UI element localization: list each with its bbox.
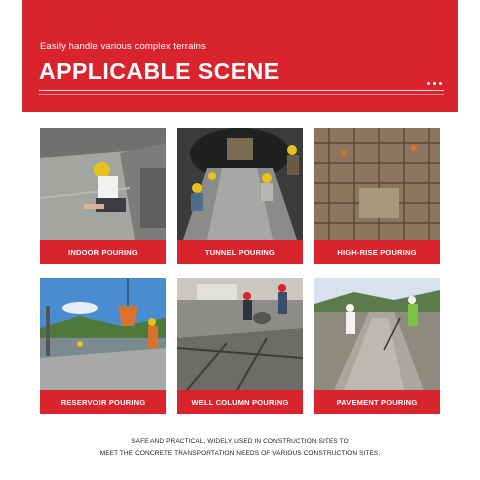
header-title: APPLICABLE SCENE [39,58,280,84]
reservoir-pouring-photo [40,278,166,390]
scene-card-well-column [177,278,303,414]
scene-card-tunnel [177,128,303,264]
header-banner [22,0,458,112]
tunnel-pouring-photo [177,128,303,240]
scene-card-reservoir [40,278,166,414]
footer-caption [0,436,480,460]
dots-decoration-icon [427,82,442,85]
high-rise-pouring-photo [314,128,440,240]
footer-line-1: SAFE AND PRACTICAL, WIDELY USED IN CONSTRUCTION SITES TO [131,438,349,445]
scene-card-indoor [40,128,166,264]
pavement-pouring-photo [314,278,440,390]
scene-card-high-rise [314,128,440,264]
scene-label: RESERVOIR POURING [40,390,166,414]
scene-label: WELL COLUMN POURING [177,390,303,414]
indoor-pouring-photo [40,128,166,240]
scene-label: PAVEMENT POURING [314,390,440,414]
footer-line-2: MEET THE CONCRETE TRANSPORTATION NEEDS OF VARIOUS CONSTRUCTION SITES. [99,450,381,457]
scene-label: TUNNEL POURING [177,240,303,264]
well-column-pouring-photo [177,278,303,390]
header-subtitle: Easily handle various complex terrains [40,41,206,52]
header-divider-thin [39,94,444,95]
scene-label: INDOOR POURING [40,240,166,264]
scene-label: HIGH-RISE POURING [314,240,440,264]
scene-card-pavement [314,278,440,414]
header-divider [39,90,444,91]
